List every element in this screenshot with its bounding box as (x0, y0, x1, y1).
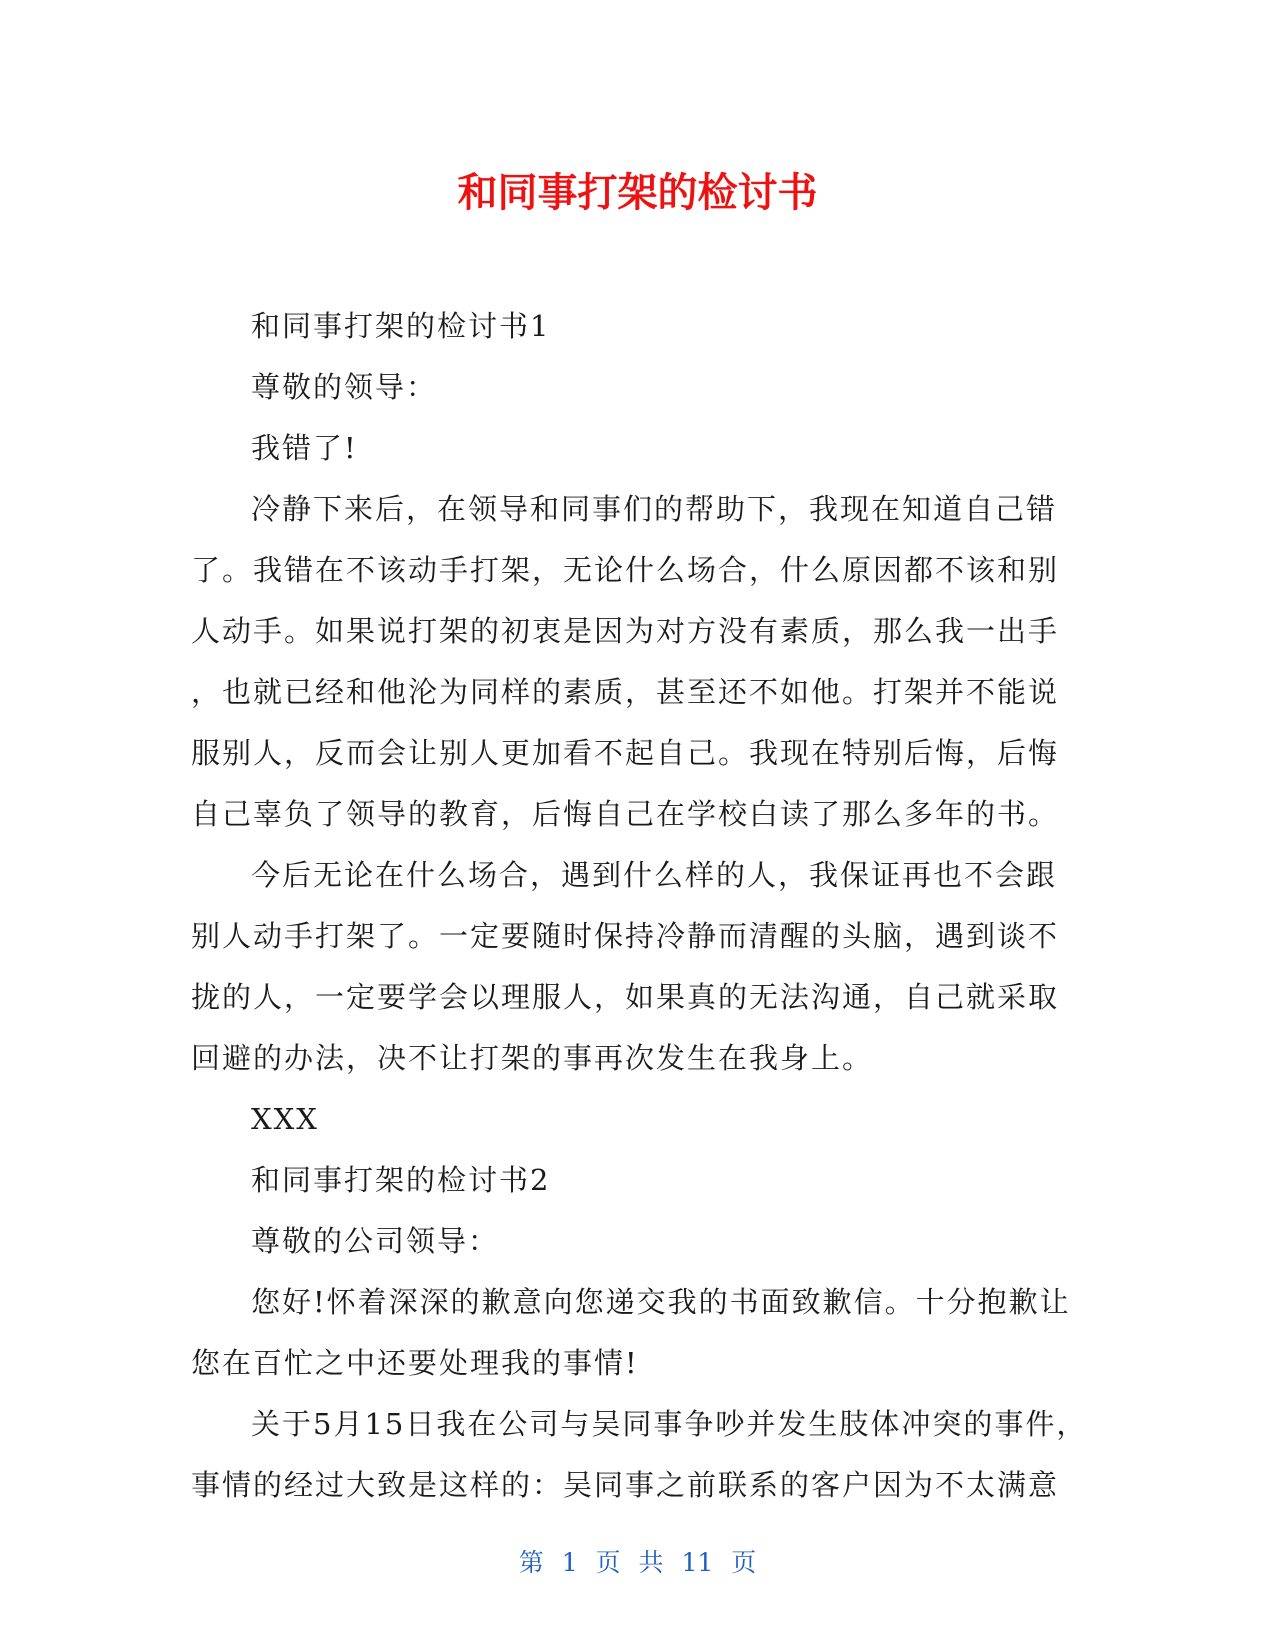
page-footer: 第 1 页 共 11 页 (518, 1548, 757, 1577)
paragraph-line: ，也就已经和他沦为同样的素质，甚至还不如他。打架并不能说 (191, 675, 1060, 709)
paragraph-line: 和同事打架的检讨书1 (251, 309, 551, 343)
paragraph-line: 您在百忙之中还要处理我的事情! (191, 1346, 639, 1380)
document-title: 和同事打架的检讨书 (457, 170, 818, 216)
paragraph-line: 尊敬的公司领导： (251, 1224, 500, 1258)
paragraph-line: 回避的办法，决不让打架的事再次发生在我身上。 (191, 1041, 874, 1075)
paragraph-line: 今后无论在什么场合，遇到什么样的人，我保证再也不会跟 (251, 858, 1058, 892)
paragraph-line: 我错了! (251, 431, 358, 465)
paragraph-line: 服别人，反而会让别人更加看不起自己。我现在特别后悔，后悔 (191, 736, 1060, 770)
paragraph-line: 尊敬的领导： (251, 370, 438, 404)
paragraph-line: 人动手。如果说打架的初衷是因为对方没有素质，那么我一出手 (191, 614, 1060, 648)
paragraph-line: 别人动手打架了。一定要随时保持冷静而清醒的头脑，遇到谈不 (191, 919, 1060, 953)
section-heading: 和同事打架的检讨书2 (251, 1163, 551, 1197)
signature-line: XXX (251, 1102, 319, 1136)
document-body (191, 296, 1091, 1516)
paragraph-line: 自己辜负了领导的教育，后悔自己在学校白读了那么多年的书。 (191, 797, 1060, 831)
paragraph-line: 冷静下来后，在领导和同事们的帮助下，我现在知道自己错 (251, 492, 1058, 526)
paragraph-line: 您好!怀着深深的歉意向您递交我的书面致歉信。十分抱歉让 (251, 1285, 1071, 1319)
paragraph-line: 关于5月15日我在公司与吴同事争吵并发生肢体冲突的事件， (251, 1407, 1088, 1441)
paragraph-line: 拢的人，一定要学会以理服人，如果真的无法沟通，自己就采取 (191, 980, 1060, 1014)
paragraph-line: 了。我错在不该动手打架，无论什么场合，什么原因都不该和别 (191, 553, 1060, 587)
paragraph-line: 事情的经过大致是这样的：吴同事之前联系的客户因为不太满意 (191, 1468, 1060, 1502)
